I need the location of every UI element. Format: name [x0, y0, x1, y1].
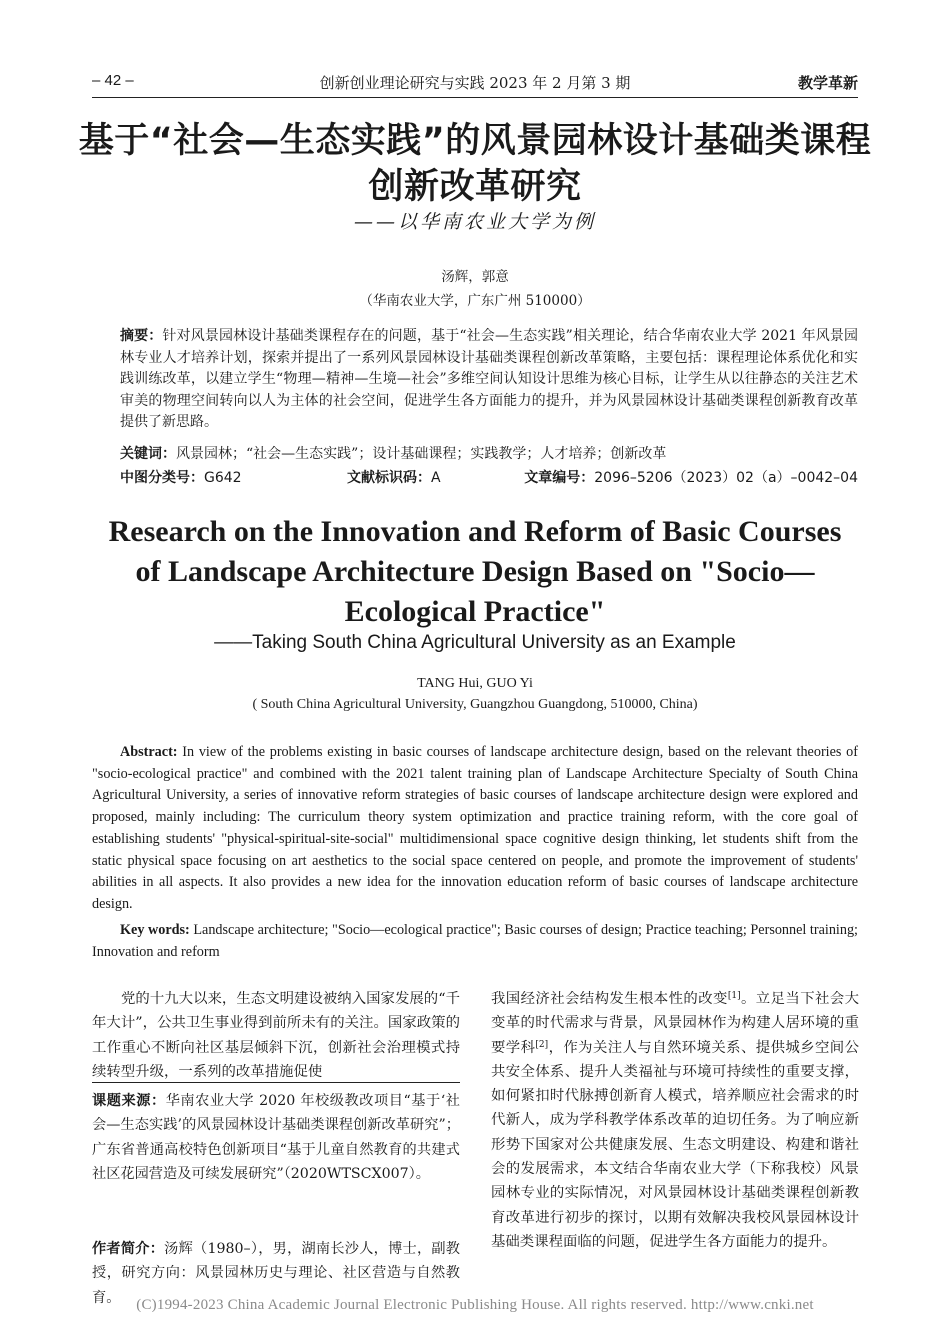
abstract-en-text: In view of the problems existing in basic courses of landscape architecture design, based on the relevant theories of "socio-ecological practice" and combined with the 2021 talent training plan of Landscape Architecture Specialty of South China Agricultural University, a series of innovative reform strategies of basic courses of landscape architecture design were explored and proposed, mainly including: The curriculum theory system optimization and practice training reform, with the core goal of establishing students' "physical-spiritual-site-social" multidimensional space cognitive design thinking, let students shift from the static physical space focusing on art aesthetics to the social space centered on people, and promote the improvement of students' abilities in all aspects. It also provides a new idea for the innovation education reform of basic courses of landscape architecture design.	[92, 744, 858, 912]
title-en-line1: Research on the Innovation and Reform of Basic Courses	[108, 515, 842, 548]
affiliation-en: ( South China Agricultural University, Guangzhou Guangdong, 510000, China)	[252, 697, 698, 712]
keywords-en-text: Landscape architecture; "Socio—ecological practice"; Basic courses of design; Practice teaching; Personnel training; Innovation and reform	[92, 922, 859, 960]
author-bio-text: 汤辉（1980–），男，湖南长沙人，博士，副教授，研究方向：风景园林历史与理论、社区营造与自然教育。	[92, 1241, 460, 1306]
page-number: – 42 –	[92, 72, 134, 89]
journal-issue: 创新创业理论研究与实践 2023 年 2 月第 3 期	[319, 74, 631, 92]
running-header	[92, 72, 858, 96]
abstract-zh-text: 针对风景园林设计基础类课程存在的问题，基于“社会—生态实践”相关理论，结合华南农业大学 2021 年风景园林专业人才培养计划，探索并提出了一系列风景园林设计基础类课程创新改革策略，主要包括：课程理论体系优化和实践训练改革，以建立学生“物理—精神—生境—社会”多维空间认知设计思维为核心目标，让学生从以往静态的关注艺术审美的物理空间转向以人为主体的社会空间，促进学生各方面能力的提升，并为风景园林设计基础类课程创新教育改革提供了新思路。	[120, 328, 858, 431]
keywords-en-label: Key words:	[120, 922, 190, 938]
keywords-en	[92, 920, 858, 963]
title-en-line2: of Landscape Architecture Design Based on "Socio—	[135, 555, 815, 588]
document-code: 文献标识码：A	[347, 470, 441, 486]
section-name: 教学革新	[797, 74, 858, 92]
header-rule	[92, 97, 858, 98]
copyright-watermark: (C)1994-2023 China Academic Journal Electronic Publishing House. All rights reserved. http://www.cnki.net	[136, 1297, 814, 1313]
subtitle-en: ——Taking South China Agricultural University as an Example	[214, 632, 736, 653]
abstract-en	[92, 742, 858, 916]
subtitle-zh: ——以华南农业大学为例	[353, 211, 596, 233]
body-paragraph: 我国经济社会结构发生根本性的改变[1]。立足当下社会大变革的时代需求与背景，风景园林作为构建人居环境的重要学科[2]，作为关注人与自然环境关系、提供城乡空间公共安全体系、提升人类福祉与环境可持续性的重要支撑，如何紧扣时代脉搏创新育人模式，培养顺应社会需求的时代新人，成为学科教学体系改革的迫切任务。为了响应新形势下国家对公共健康发展、生态文明建设、构建和谐社会的发展需求，本文结合华南农业大学（下称我校）风景园林专业的实际情况，对风景园林设计基础类课程创新教育改革进行初步的探讨，以期有效解决我校风景园林设计基础类课程面临的问题，促进学生各方面能力的提升。	[491, 991, 859, 1250]
body-column-left	[92, 987, 460, 1084]
keywords-zh	[120, 443, 858, 463]
funding-note	[92, 1089, 460, 1186]
title-zh-line1: 基于“社会—生态实践”的风景园林设计基础类课程	[78, 121, 872, 161]
affiliation-zh: （华南农业大学，广东广州 510000）	[359, 293, 591, 309]
title-zh	[60, 118, 890, 210]
title-en-line3: Ecological Practice"	[344, 595, 606, 628]
title-zh-line2: 创新改革研究	[368, 167, 582, 207]
body-paragraph: 党的十九大以来，生态文明建设被纳入国家发展的“千年大计”，公共卫生事业得到前所未有的关注。国家政策的工作重心不断向社区基层倾斜下沉，创新社会治理模式持续转型升级，一系列的改革措施促使	[92, 991, 460, 1080]
funding-label: 课题来源：	[92, 1093, 166, 1109]
keywords-zh-text: 风景园林；“社会—生态实践”；设计基础课程；实践教学；人才培养；创新改革	[176, 446, 667, 462]
abstract-zh	[120, 326, 858, 434]
author-bio-label: 作者简介：	[92, 1241, 165, 1257]
funding-text: 华南农业大学 2020 年校级教改项目“基于‘社会—生态实践’的风景园林设计基础类课程创新改革研究”；广东省普通高校特色创新项目“基于儿童自然教育的共建式社区花园营造及可续发展研究”（2020WTSCX007）。	[92, 1093, 460, 1182]
title-en	[60, 512, 890, 632]
classification-row	[120, 467, 858, 487]
authors-zh: 汤辉，郭意	[441, 269, 509, 285]
abstract-zh-label: 摘要：	[120, 328, 163, 344]
keywords-zh-label: 关键词：	[120, 446, 176, 462]
article-number: 文章编号：2096–5206（2023）02（a）–0042–04	[524, 470, 858, 486]
authors-en: TANG Hui, GUO Yi	[417, 676, 533, 691]
body-column-right	[491, 987, 859, 1254]
citation-ref[interactable]: [1]	[727, 991, 741, 1001]
footnote-rule	[92, 1082, 460, 1083]
citation-ref[interactable]: [2]	[535, 1039, 549, 1050]
abstract-en-label: Abstract:	[120, 744, 178, 760]
clc-code: 中图分类号：G642	[120, 470, 242, 486]
